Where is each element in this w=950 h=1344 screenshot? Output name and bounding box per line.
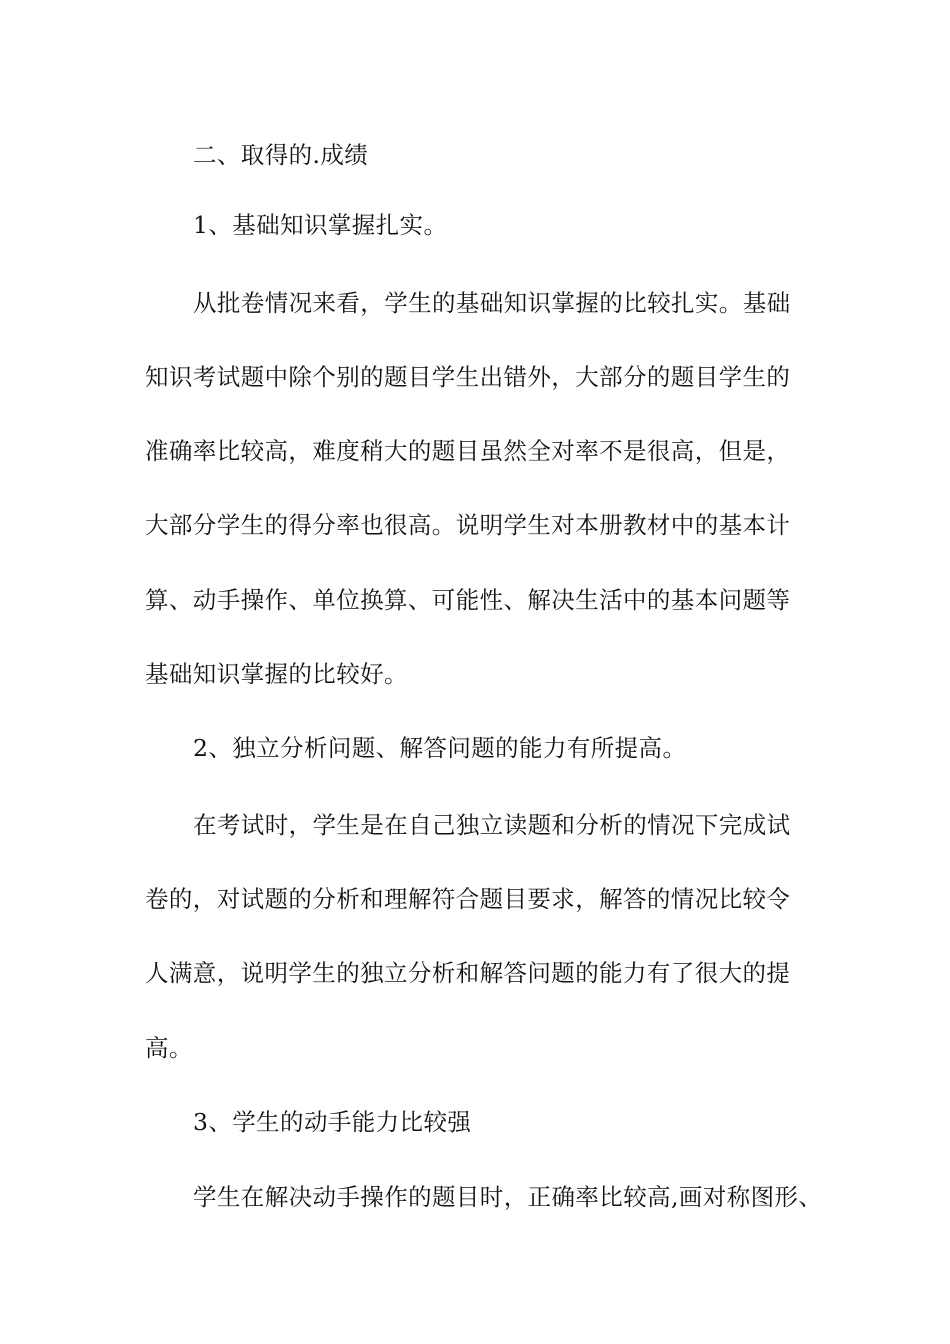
subheading-2: 2、独立分析问题、解答问题的能力有所提高。 bbox=[193, 734, 687, 762]
paragraph-2-line-2: 卷的，对试题的分析和理解符合题目要求，解答的情况比较令 bbox=[145, 885, 791, 913]
paragraph-2-line-4: 高。 bbox=[145, 1034, 193, 1062]
paragraph-1-line-5: 算、动手操作、单位换算、可能性、解决生活中的基本问题等 bbox=[145, 586, 791, 614]
paragraph-2-line-1: 在考试时，学生是在自己独立读题和分析的情况下完成试 bbox=[193, 811, 791, 839]
section-heading: 二、取得的.成绩 bbox=[193, 141, 369, 169]
paragraph-1-line-4: 大部分学生的得分率也很高。说明学生对本册教材中的基本计 bbox=[145, 511, 791, 539]
paragraph-3-line-1: 学生在解决动手操作的题目时，正确率比较高,画对称图形、 bbox=[193, 1183, 823, 1211]
subheading-3: 3、学生的动手能力比较强 bbox=[193, 1108, 472, 1136]
paragraph-1-line-6: 基础知识掌握的比较好。 bbox=[145, 660, 408, 688]
paragraph-2-line-3: 人满意，说明学生的独立分析和解答问题的能力有了很大的提 bbox=[145, 959, 791, 987]
paragraph-1-line-2: 知识考试题中除个别的题目学生出错外，大部分的题目学生的 bbox=[145, 363, 791, 391]
paragraph-1-line-1: 从批卷情况来看，学生的基础知识掌握的比较扎实。基础 bbox=[193, 289, 791, 317]
subheading-1: 1、基础知识掌握扎实。 bbox=[193, 211, 448, 239]
paragraph-1-line-3: 准确率比较高，难度稍大的题目虽然全对率不是很高，但是， bbox=[145, 437, 791, 465]
